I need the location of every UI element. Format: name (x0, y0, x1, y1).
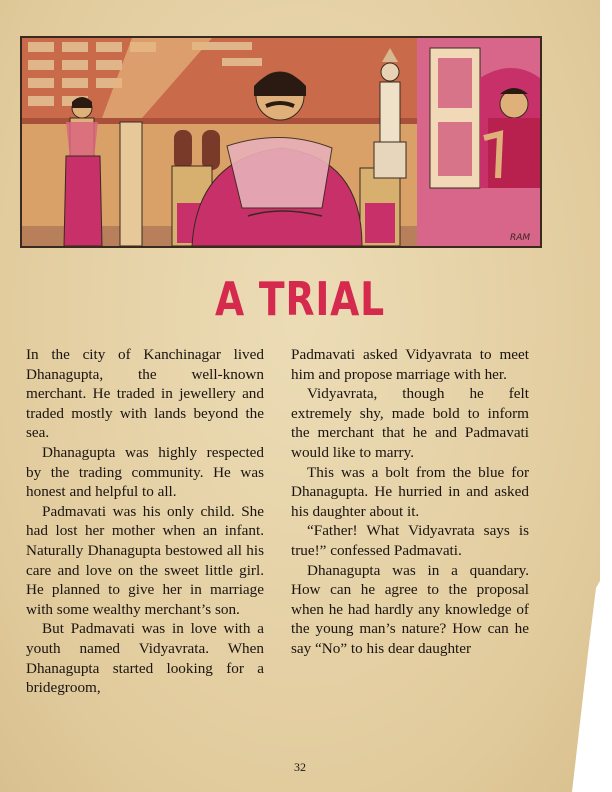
paragraph: But Padmavati was in love with a youth named Vidyavrata. When Dhanagupta started looking for a bridegroom, (26, 620, 264, 697)
paragraph: Padmavati asked Vidyavrata to meet him and propose marriage with her. (291, 346, 529, 383)
left-column (26, 345, 264, 698)
paragraph: This was a bolt from the blue for Dhanagupta. He hurried in and asked his daughter about it. (291, 463, 529, 520)
artist-signature: RAM (510, 233, 531, 243)
paragraph: Dhanagupta was in a quandary. How can he agree to the proposal when he had hardly any knowledge of the young man’s nature? How can he say “No” to his dear daughter (291, 561, 529, 657)
paragraph: Vidyavrata, though he felt extremely shy, made bold to inform the merchant that he and Padmavati would like to marry. (291, 385, 529, 461)
paragraph: “Father! What Vidyavrata says is true!” confessed Padmavati. (291, 522, 529, 559)
story-illustration (20, 36, 542, 248)
page-number: 32 (294, 760, 306, 774)
story-title: A TRIAL (214, 272, 386, 326)
illustration-scene (22, 38, 540, 246)
pillar (120, 122, 142, 246)
paragraph: Dhanagupta was highly respected by the trading community. He was honest and helpful to all. (26, 443, 264, 501)
paragraph: Padmavati was his only child. She had lost her mother when an infant. Naturally Dhanagupta bestowed all his care and love on the sweet little girl. He planned to give her in marriage with some wealthy merchant’s son. (26, 502, 264, 618)
right-column (291, 345, 529, 659)
figure-daughter (480, 68, 540, 188)
throne-panel-right (365, 203, 395, 243)
paragraph: In the city of Kanchinagar lived Dhanagupta, the well-known merchant. He traded in jewellery and traded mostly with lands beyond the sea. (26, 346, 264, 442)
